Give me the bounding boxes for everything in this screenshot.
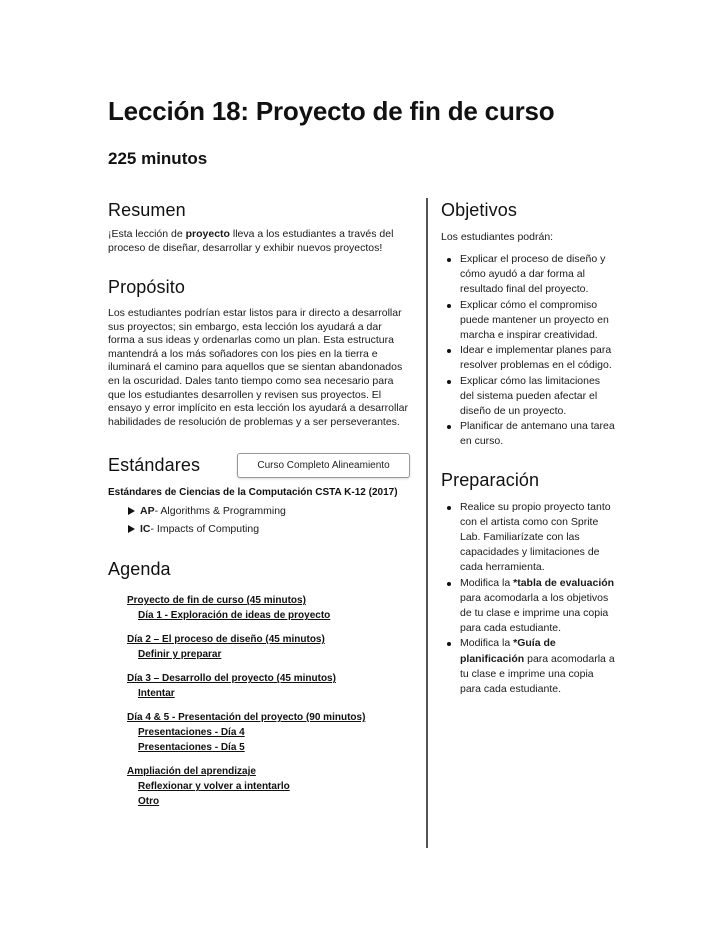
objectives-heading: Objetivos	[441, 200, 517, 220]
summary-text-end: lleva a los estudiantes a través del proceso de diseñar, desarrollar y exhibir nuevos proyectos!	[108, 228, 394, 254]
standard-name: - Impacts of Computing	[150, 523, 260, 536]
standards-framework: Estándares de Ciencias de la Computación CSTA K-12 (2017)	[108, 487, 398, 499]
summary-text-bold: proyecto	[185, 228, 230, 240]
standard-name: - Algorithms & Programming	[154, 505, 286, 518]
preparation-heading: Preparación	[441, 469, 540, 490]
agenda-link[interactable]: Proyecto de fin de curso (45 minutos)	[127, 595, 306, 607]
page-title: Lección 18: Proyecto de fin de curso	[108, 96, 555, 126]
preparation-section	[441, 470, 616, 698]
agenda-sublink[interactable]: Reflexionar y volver a intentarlo	[138, 781, 290, 793]
standards-header	[108, 453, 410, 478]
preparation-item	[441, 576, 616, 637]
left-column	[108, 200, 408, 818]
expand-triangle-icon[interactable]	[128, 525, 135, 533]
summary-heading: Resumen	[108, 200, 186, 220]
preparation-list	[441, 500, 616, 698]
agenda-sublink[interactable]: Definir y preparar	[138, 649, 222, 661]
standard-item-ap[interactable]	[128, 505, 408, 517]
objective-item: Explicar el proceso de diseño y cómo ayudó a dar forma al resultado final del proyecto.	[441, 252, 616, 298]
standards-heading: Estándares	[108, 455, 201, 476]
purpose-section	[108, 277, 408, 429]
column-divider	[426, 198, 428, 848]
purpose-text: Los estudiantes podrían estar listos para ir directo a desarrollar sus proyectos; sin embargo, esta lección los ayudará a dar forma a sus ideas y ordenarlas como un plan. Esta estructura mantendrá a los más soñadores con los pies en la tierra e iluminará el camino para aquellos que se sientan abandonados en la oscuridad. Dales tanto tiempo como sea necesario para que los estudiantes desarrollen y revisen sus proyectos. El ensayo y error implícito en esta lección los ayudará a desarrollar habilidades de resolución de problemas y a ser perseverantes.	[108, 307, 408, 428]
preparation-item: Realice su propio proyecto tanto con el artista como con Sprite Lab. Familiarízate con las capacidades y limitaciones de cada herramienta.	[441, 500, 616, 576]
objective-item: Explicar cómo el compromiso puede mantener un proyecto en marcha e inspirar creatividad.	[441, 298, 616, 344]
objectives-section	[441, 200, 616, 450]
prep-text: Modifica la	[460, 637, 514, 650]
lesson-duration: 225 minutos	[108, 149, 208, 168]
agenda-group-5	[108, 764, 408, 809]
agenda-sublink[interactable]: Intentar	[138, 688, 175, 700]
agenda-sublink[interactable]: Otro	[138, 796, 160, 808]
standards-section	[108, 453, 408, 535]
standard-item-ic[interactable]	[128, 523, 408, 535]
rubric-link[interactable]: *tabla de evaluación	[513, 576, 615, 589]
preparation-item	[441, 636, 616, 697]
planning-guide-link[interactable]: *Guía de planificación	[460, 637, 556, 665]
prep-text: Modifica la	[460, 576, 514, 589]
objectives-intro: Los estudiantes podrán:	[441, 231, 554, 243]
agenda-sublink[interactable]: Presentaciones - Día 5	[138, 742, 245, 754]
agenda-group-4	[108, 710, 408, 755]
objectives-list	[441, 252, 616, 450]
right-column	[441, 200, 616, 697]
standard-code: IC	[140, 523, 151, 536]
agenda-sublink[interactable]: Día 1 - Exploración de ideas de proyecto	[138, 610, 331, 622]
agenda-link[interactable]: Día 4 & 5 - Presentación del proyecto (90 minutos)	[127, 712, 366, 724]
summary-text	[108, 227, 408, 255]
agenda-link[interactable]: Ampliación del aprendizaje	[127, 766, 256, 778]
full-course-alignment-button[interactable]: Curso Completo Alineamiento	[237, 453, 410, 478]
standard-code: AP	[140, 505, 155, 518]
agenda-group-2	[108, 632, 408, 662]
purpose-heading: Propósito	[108, 277, 185, 297]
agenda-heading: Agenda	[108, 559, 171, 580]
prep-text: para acomodarla a tu clase e imprime una copia para cada estudiante.	[460, 652, 615, 696]
agenda-link[interactable]: Día 2 – El proceso de diseño (45 minutos)	[127, 634, 325, 646]
agenda-link[interactable]: Día 3 – Desarrollo del proyecto (45 minutos)	[127, 673, 336, 685]
summary-section	[108, 200, 408, 255]
prep-text: para acomodarla a los objetivos de tu clase e imprime una copia para cada estudiante.	[460, 591, 609, 635]
agenda-section	[108, 559, 408, 809]
objective-item: Idear e implementar planes para resolver problemas en el código.	[441, 343, 616, 373]
agenda-group-3	[108, 671, 408, 701]
objective-item: Planificar de antemano una tarea en curso.	[441, 419, 616, 449]
agenda-sublink[interactable]: Presentaciones - Día 4	[138, 727, 245, 739]
agenda-group-1	[108, 593, 408, 623]
expand-triangle-icon[interactable]	[128, 507, 135, 515]
objective-item: Explicar cómo las limitaciones del sistema pueden afectar el diseño de un proyecto.	[441, 374, 616, 420]
summary-text-start: ¡Esta lección de	[108, 228, 186, 240]
